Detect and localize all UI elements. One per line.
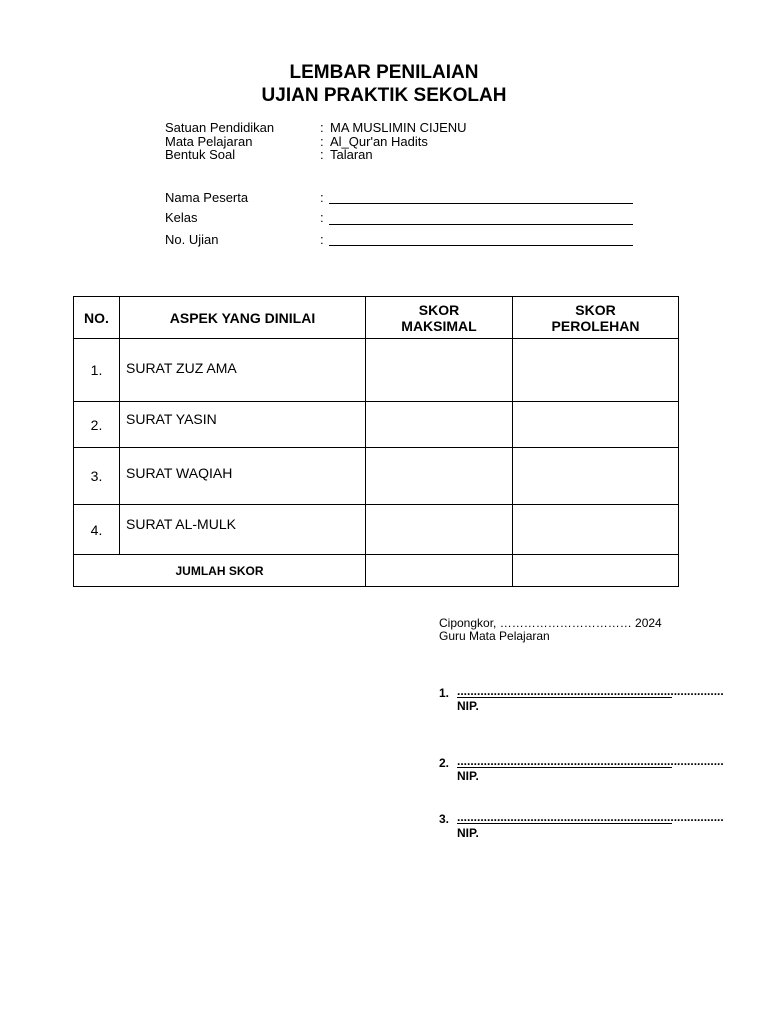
header-skor-perolehan-line1: SKOR [575,301,616,318]
table-row [74,448,679,505]
bentuk-label: Bentuk Soal [165,147,236,162]
nip-label: NIP. [457,826,479,840]
header-skor-maksimal-line1: SKOR [418,301,460,318]
signer-number: 3. [439,812,450,826]
total-label: JUMLAH SKOR [74,555,366,587]
place-date: Cipongkor, …………………………… 2024 [439,616,662,630]
mapel-value: Al_Qur'an Hadits [330,133,428,149]
kelas-label: Kelas [165,210,198,225]
row-aspek [120,505,366,555]
row-no: 4. [74,505,120,555]
table-row [74,402,679,448]
header-skor-maksimal-line2: MAKSIMAL [401,317,477,334]
satuan-label: Satuan Pendidikan [165,120,275,135]
signature-line[interactable]: ................................................................................ [457,754,724,768]
header-aspek: ASPEK YANG DINILAI [120,297,366,339]
document-title: LEMBAR PENILAIAN [289,62,479,83]
signer-role: Guru Mata Pelajaran [439,629,550,643]
row-skor-perolehan-cell[interactable] [513,402,679,448]
signer-number: 2. [439,756,450,770]
header-skor-maksimal [366,297,513,339]
row-no: 3. [74,448,120,505]
row-skor-perolehan-cell[interactable] [513,448,679,505]
row-skor-maksimal-cell[interactable] [366,448,513,505]
total-skor-perolehan-cell[interactable] [513,555,679,587]
row-no: 2. [74,402,120,448]
row-aspek [120,339,366,402]
nip-label: NIP. [457,699,479,713]
signer-number: 1. [439,686,450,700]
row-skor-perolehan-cell[interactable] [513,505,679,555]
ujian-field-line[interactable] [329,245,633,246]
bentuk-value: Talaran [330,147,373,162]
row-aspek [120,402,366,448]
row-skor-maksimal-cell[interactable] [366,505,513,555]
table-header-row [74,297,679,339]
row-skor-maksimal-cell[interactable] [366,402,513,448]
mapel-label: Mata Pelajaran [165,133,253,149]
row-no: 1. [74,339,120,402]
row-skor-perolehan-cell[interactable] [513,339,679,402]
signature-line[interactable]: ................................................................................ [457,684,724,698]
nama-colon: : [320,190,324,205]
ujian-label: No. Ujian [165,232,219,247]
header-skor-perolehan [513,297,679,339]
row-aspek [120,448,366,505]
row-aspek-text: SURAT ZUZ AMA [126,360,237,376]
satuan-value: MA MUSLIMIN CIJENU [330,120,467,135]
signature-line[interactable]: ................................................................................ [457,810,724,824]
header-skor-perolehan-line2: PEROLEHAN [551,317,640,334]
total-skor-maksimal-cell[interactable] [366,555,513,587]
kelas-field-line[interactable] [329,224,633,225]
table-row [74,505,679,555]
header-no: NO. [74,297,120,339]
ujian-colon: : [320,232,324,247]
score-table [73,296,679,587]
nip-label: NIP. [457,769,479,783]
kelas-colon: : [320,210,324,225]
row-aspek-text: SURAT YASIN [126,411,217,427]
nama-field-line[interactable] [329,203,633,204]
bentuk-colon: : [320,147,324,162]
row-aspek-text: SURAT AL-MULK [126,516,236,532]
document-subtitle: UJIAN PRAKTIK SEKOLAH [261,85,507,106]
satuan-colon: : [320,120,324,135]
row-skor-maksimal-cell[interactable] [366,339,513,402]
row-aspek-text: SURAT WAQIAH [126,465,233,481]
mapel-colon: : [320,133,324,149]
nama-label: Nama Peserta [165,190,249,205]
table-total-row [74,555,679,587]
table-row [74,339,679,402]
